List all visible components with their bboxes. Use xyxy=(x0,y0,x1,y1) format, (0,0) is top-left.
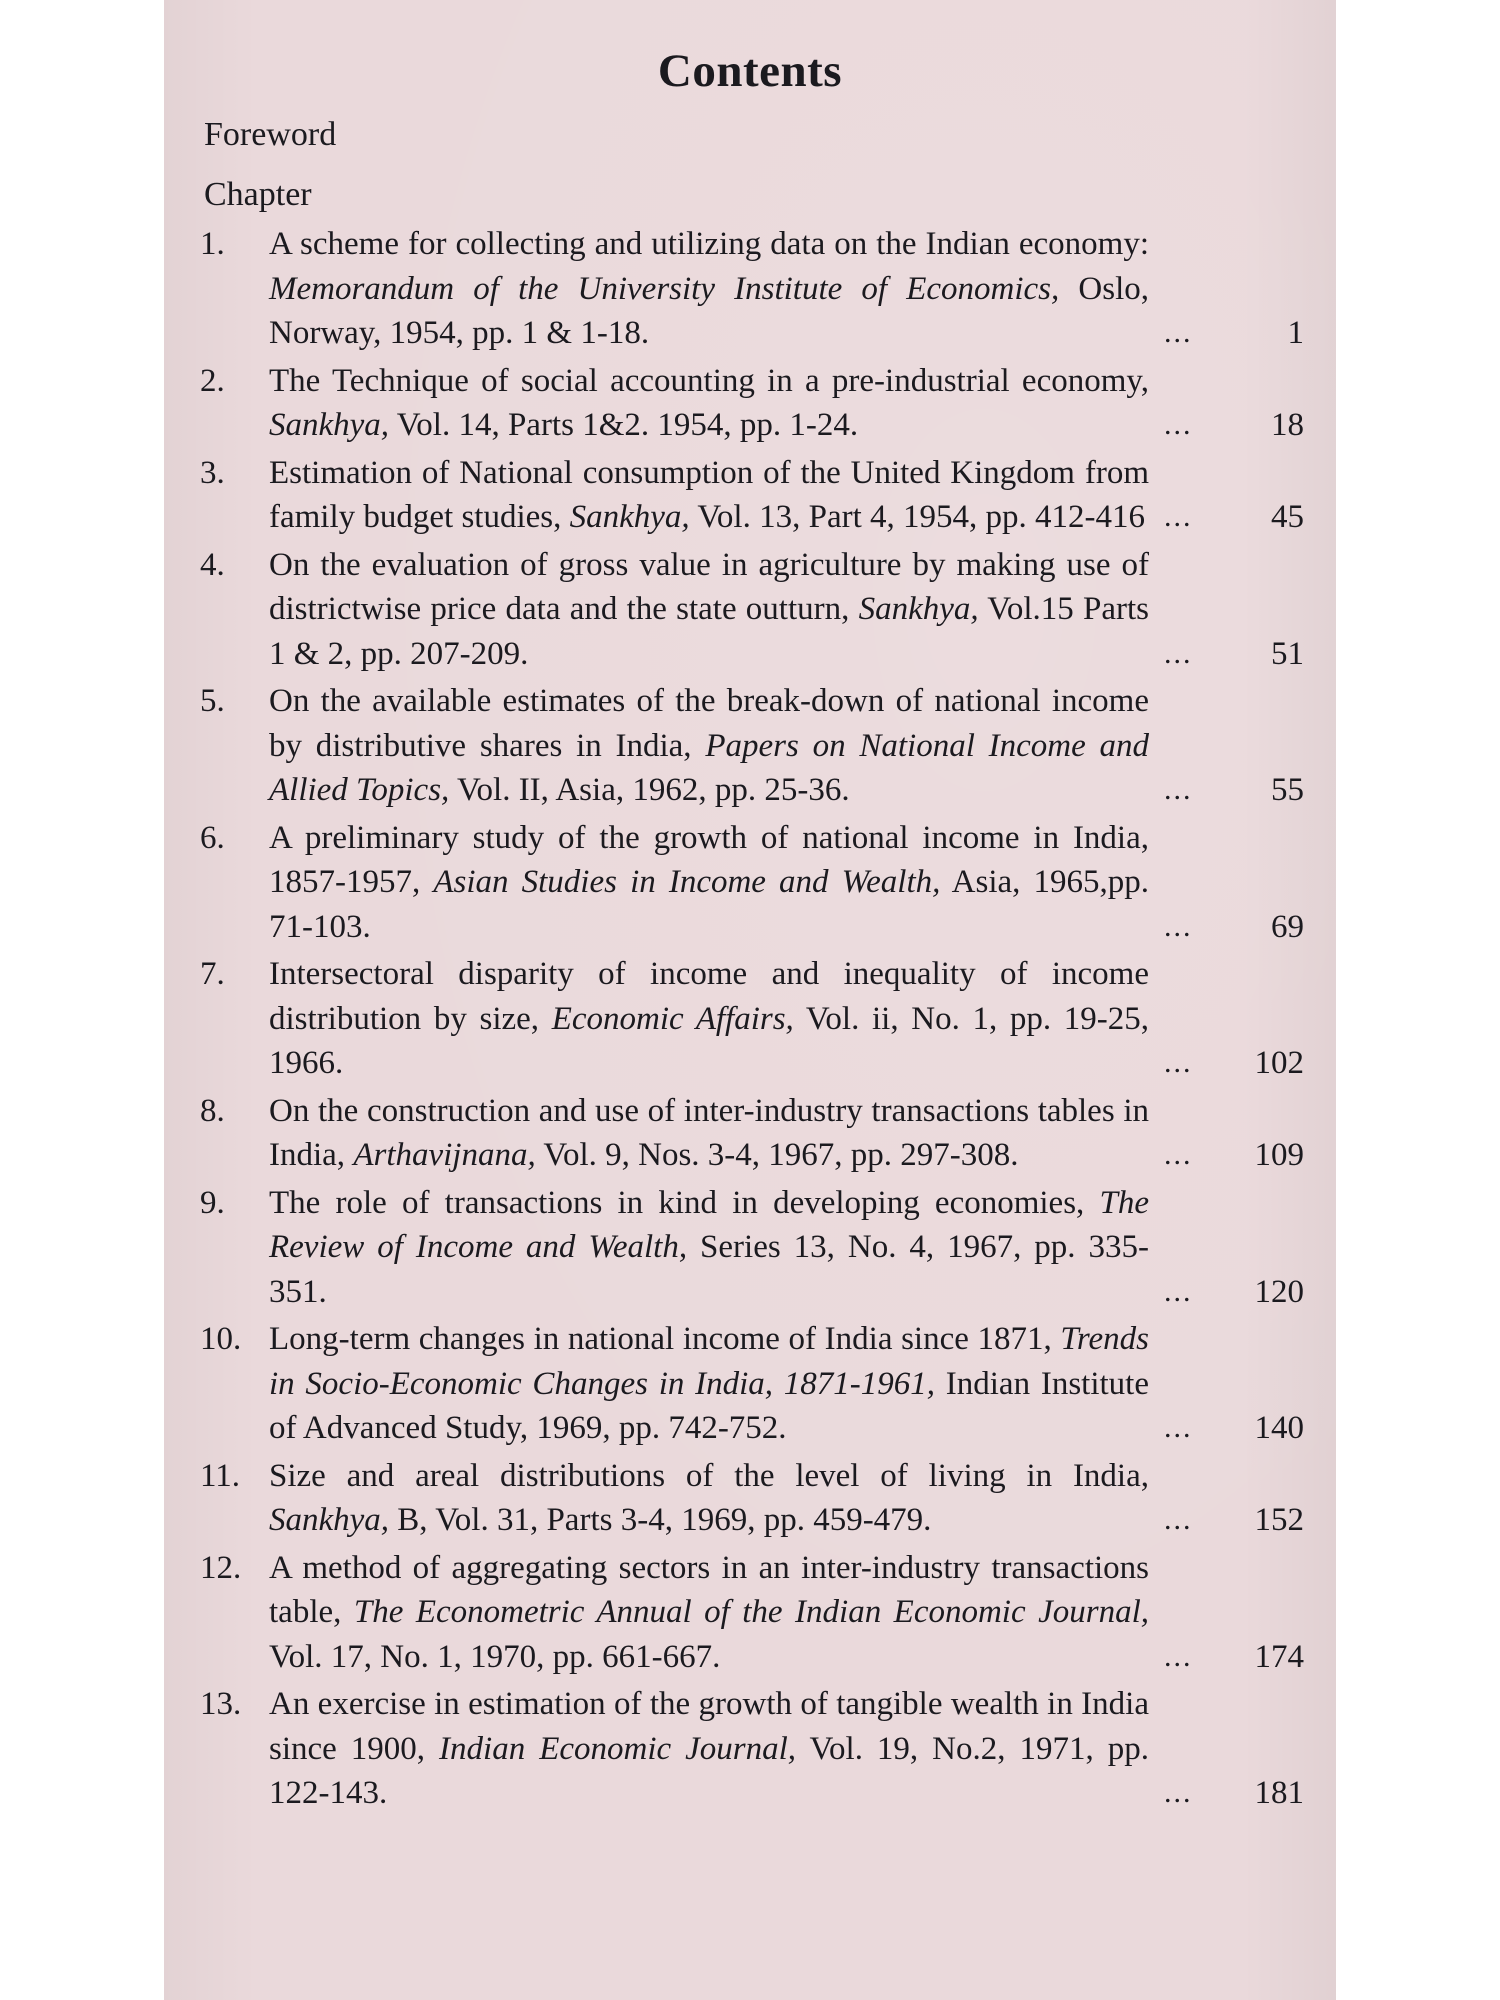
chapter-number: 3. xyxy=(200,454,225,491)
page-number: 109 xyxy=(1254,1137,1304,1173)
leader-dots: ... xyxy=(1164,1046,1193,1079)
citation-text: Vol. 13, Part 4, 1954, pp. 412-416 xyxy=(689,499,1145,535)
page-number: 140 xyxy=(1254,1410,1304,1446)
leader-dots: ... xyxy=(1164,1639,1193,1673)
contents-entry xyxy=(200,1089,1304,1178)
leader-dots: ... xyxy=(1164,408,1193,441)
contents-entry xyxy=(200,952,1304,1086)
leader-dots: ... xyxy=(1164,909,1193,943)
publication-title: Memorandum of the University Institute of Economics, xyxy=(269,270,1060,307)
chapter-citation xyxy=(269,359,1149,448)
chapter-number: 4. xyxy=(200,546,225,583)
publication-title: The Econometric Annual of the Indian Economic Journal, xyxy=(353,1594,1149,1630)
publication-title: Indian Economic Journal, xyxy=(439,1730,797,1767)
citation-text: On the evaluation of gross value in agriculture by making use of districtwise price data and the state outturn, xyxy=(269,546,1149,627)
citation-text: An exercise in estimation of the growth of tangible wealth in India since 1900, xyxy=(269,1686,1149,1767)
contents-entry xyxy=(200,679,1304,813)
contents-entry xyxy=(200,1454,1304,1543)
chapter-citation xyxy=(269,451,1149,540)
chapter-citation xyxy=(269,1089,1149,1178)
citation-text: Vol. 19, No.2, 1971, pp. 122-143. xyxy=(269,1730,1149,1811)
page-number: 174 xyxy=(1254,1638,1304,1675)
leader-dots: ... xyxy=(1164,1776,1193,1809)
citation-text: Estimation of National consumption of the United Kingdom from family budget studies, xyxy=(269,454,1149,535)
leader-dots: ... xyxy=(1164,636,1193,670)
chapter-number: 8. xyxy=(200,1092,225,1129)
chapter-number: 2. xyxy=(200,362,225,399)
chapter-number: 11. xyxy=(200,1457,241,1494)
citation-text: Size and areal distributions of the level of living in India, xyxy=(269,1457,1149,1494)
publication-title: Sankhya, xyxy=(569,499,690,535)
page-number: 181 xyxy=(1254,1775,1304,1811)
publication-title: Asian Studies in Income and Wealth, xyxy=(433,864,941,900)
contents-entry xyxy=(200,1682,1304,1816)
contents-entry xyxy=(200,1317,1304,1451)
citation-text: Asia, 1965,pp. 71-103. xyxy=(269,864,1149,945)
citation-text: Oslo, Norway, 1954, pp. 1 & 1-18. xyxy=(269,270,1150,351)
citation-text: Long-term changes in national income of India since 1871, xyxy=(269,1321,1061,1357)
leader-dots: ... xyxy=(1164,1411,1193,1444)
chapter-citation xyxy=(269,1181,1149,1315)
contents-entry xyxy=(200,222,1304,356)
publication-title: Trends in Socio-Economic Changes in India, 1871-1961, xyxy=(269,1321,1149,1402)
citation-text: Vol. 17, No. 1, 1970, pp. 661-667. xyxy=(269,1638,721,1675)
chapter-citation xyxy=(269,1317,1149,1451)
chapter-number: 5. xyxy=(200,683,225,719)
page-number: 51 xyxy=(1271,635,1304,672)
citation-text: A scheme for collecting and utilizing data on the Indian economy: xyxy=(269,226,1149,262)
chapter-citation xyxy=(269,952,1149,1086)
publication-title: The Review of Income and Wealth, xyxy=(269,1184,1149,1265)
chapter-citation xyxy=(269,222,1149,356)
citation-text: Vol.15 Parts 1 & 2, pp. 207-209. xyxy=(269,591,1149,672)
publication-title: Sankhya, xyxy=(269,407,390,443)
chapter-citation xyxy=(269,543,1149,677)
page-number: 69 xyxy=(1271,908,1304,945)
leader-dots: ... xyxy=(1164,1503,1193,1536)
contents-entry xyxy=(200,359,1304,448)
leader-dots: ... xyxy=(1164,773,1193,806)
chapter-citation xyxy=(269,1682,1149,1816)
leader-dots: ... xyxy=(1164,1138,1193,1171)
leader-dots: ... xyxy=(1164,500,1193,533)
publication-title: Sankhya, xyxy=(858,591,979,627)
page-number: 55 xyxy=(1271,772,1304,808)
chapter-number: 7. xyxy=(200,956,225,992)
contents-entry xyxy=(200,816,1304,950)
citation-text: Series 13, No. 4, 1967, pp. 335-351. xyxy=(269,1229,1150,1310)
citation-text: Vol. ii, No. 1, pp. 19-25, 1966. xyxy=(269,1000,1150,1081)
book-page xyxy=(164,0,1336,2000)
citation-text: Indian Institute of Advanced Study, 1969, pp. 742-752. xyxy=(269,1365,1149,1446)
page-number: 18 xyxy=(1271,407,1304,443)
chapter-number: 6. xyxy=(200,819,225,856)
leader-dots: ... xyxy=(1164,1274,1193,1308)
page-number: 120 xyxy=(1254,1273,1304,1310)
page-number: 1 xyxy=(1287,315,1304,351)
chapter-citation xyxy=(269,679,1149,813)
contents-entry xyxy=(200,1546,1304,1680)
chapter-citation xyxy=(269,816,1149,950)
citation-text: The Technique of social accounting in a pre-industrial economy, xyxy=(269,362,1149,399)
page-number: 45 xyxy=(1271,499,1304,535)
leader-dots: ... xyxy=(1164,316,1193,349)
chapter-number: 12. xyxy=(200,1549,242,1586)
chapter-citation xyxy=(269,1546,1149,1680)
citation-text: A preliminary study of the growth of national income in India, 1857-1957, xyxy=(269,819,1149,900)
page-number: 152 xyxy=(1254,1502,1304,1538)
chapter-number: 1. xyxy=(200,226,225,262)
chapter-label: Chapter xyxy=(204,176,312,213)
page-title: Contents xyxy=(657,45,843,97)
contents-entry xyxy=(200,543,1304,677)
publication-title: Papers on National Income and Allied Topics, xyxy=(269,727,1149,808)
contents-entry xyxy=(200,451,1304,540)
chapter-number: 10. xyxy=(200,1321,242,1357)
publication-title: Arthavijnana, xyxy=(353,1137,536,1173)
citation-text: Vol. 14, Parts 1&2. 1954, pp. 1-24. xyxy=(389,407,859,443)
contents-list xyxy=(200,222,1304,1819)
publication-title: Economic Affairs, xyxy=(551,1000,794,1037)
citation-text: Vol. II, Asia, 1962, pp. 25-36. xyxy=(449,772,850,808)
citation-text: A method of aggregating sectors in an inter-industry transactions table, xyxy=(269,1549,1149,1630)
chapter-number: 13. xyxy=(200,1686,242,1722)
citation-text: On the construction and use of inter-industry transactions tables in India, xyxy=(269,1092,1149,1173)
citation-text: On the available estimates of the break-down of national income by distributive shares in India, xyxy=(269,683,1149,764)
citation-text: The role of transactions in kind in developing economies, xyxy=(269,1184,1100,1221)
contents-entry xyxy=(200,1181,1304,1315)
chapter-number: 9. xyxy=(200,1184,225,1221)
publication-title: Sankhya, xyxy=(269,1502,390,1538)
citation-text: Vol. 9, Nos. 3-4, 1967, pp. 297-308. xyxy=(535,1137,1019,1173)
chapter-citation xyxy=(269,1454,1149,1543)
page-number: 102 xyxy=(1254,1045,1304,1081)
citation-text: Intersectoral disparity of income and inequality of income distribution by size, xyxy=(269,956,1149,1037)
citation-text: B, Vol. 31, Parts 3-4, 1969, pp. 459-479. xyxy=(389,1502,932,1538)
foreword-label: Foreword xyxy=(204,116,337,153)
